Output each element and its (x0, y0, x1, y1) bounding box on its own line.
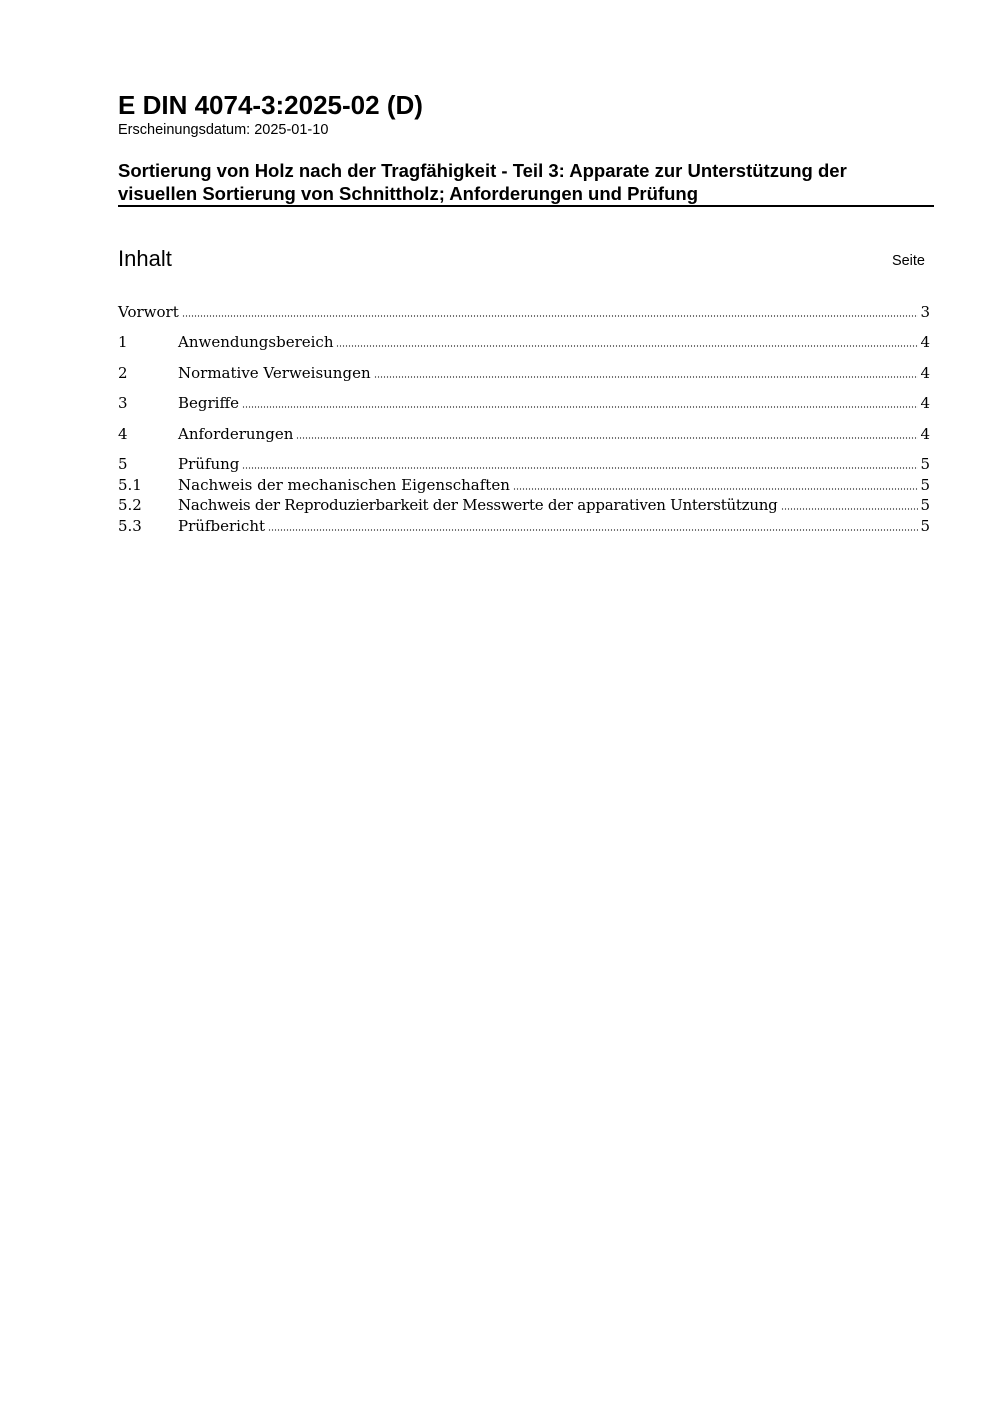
toc-entry-3[interactable] (118, 393, 930, 413)
toc-entry-text: Begriffe (178, 394, 240, 412)
toc-entry-text: Normative Verweisungen (178, 364, 371, 382)
toc-entry-text: Nachweis der mechanischen Eigenschaften (178, 476, 510, 494)
toc-entry-page: 4 (920, 394, 930, 412)
toc-entry-number: 5.1 (118, 476, 142, 494)
toc-entry-number: 5.3 (118, 517, 142, 535)
toc-entry-vorwort[interactable] (118, 302, 930, 322)
toc-entry-4[interactable] (118, 424, 930, 444)
publication-date: Erscheinungsdatum: 2025-01-10 (118, 122, 329, 138)
toc-entry-number: 3 (118, 394, 128, 412)
title-divider (118, 205, 934, 207)
toc-entry-text: Prüfbericht (178, 517, 266, 535)
toc-entry-5-2[interactable] (118, 495, 930, 515)
toc-entry-page: 4 (920, 364, 930, 382)
toc-entry-text: Nachweis der Reproduzierbarkeit der Messwerte der apparativen Unterstützung (178, 496, 778, 514)
toc-entry-1[interactable] (118, 332, 930, 352)
toc-dot-leader (268, 529, 918, 531)
toc-dot-leader (374, 376, 919, 378)
toc-entry-5[interactable] (118, 454, 930, 474)
toc-entry-page: 4 (920, 425, 930, 443)
toc-dot-leader (336, 345, 918, 347)
toc-entry-2[interactable] (118, 363, 930, 383)
toc-dot-leader (781, 508, 919, 510)
toc-entry-text: Anforderungen (178, 425, 294, 443)
toc-entry-page: 3 (920, 303, 930, 321)
document-title-line-2: visuellen Sortierung von Schnittholz; Anforderungen und Prüfung (118, 183, 698, 204)
toc-dot-leader (513, 488, 919, 490)
toc-entry-number: 2 (118, 364, 128, 382)
toc-entry-5-3[interactable] (118, 516, 930, 536)
toc-entry-page: 5 (920, 455, 930, 473)
document-title (118, 159, 933, 205)
toc-entry-page: 4 (920, 333, 930, 351)
toc-dot-leader (242, 467, 918, 469)
toc-entry-number: 4 (118, 425, 128, 443)
document-title-line-1: Sortierung von Holz nach der Tragfähigkeit - Teil 3: Apparate zur Unterstützung der (118, 160, 847, 181)
document-id: E DIN 4074-3:2025-02 (D) (118, 90, 423, 120)
toc-entry-5-1[interactable] (118, 475, 930, 495)
toc-entry-number: 5 (118, 455, 128, 473)
toc-entry-page: 5 (920, 476, 930, 494)
toc-entry-text: Anwendungsbereich (178, 333, 334, 351)
toc-entry-text: Prüfung (178, 455, 240, 473)
toc-entry-number: 5.2 (118, 496, 142, 514)
toc-dot-leader (182, 315, 919, 317)
toc-dot-leader (296, 437, 918, 439)
toc-entry-page: 5 (920, 517, 930, 535)
toc-entry-text: Vorwort (118, 303, 179, 321)
toc-dot-leader (242, 406, 918, 408)
toc-entry-number: 1 (118, 333, 128, 351)
toc-heading: Inhalt (118, 246, 172, 271)
toc-entry-page: 5 (920, 496, 930, 514)
toc-page-column-label: Seite (891, 253, 925, 269)
